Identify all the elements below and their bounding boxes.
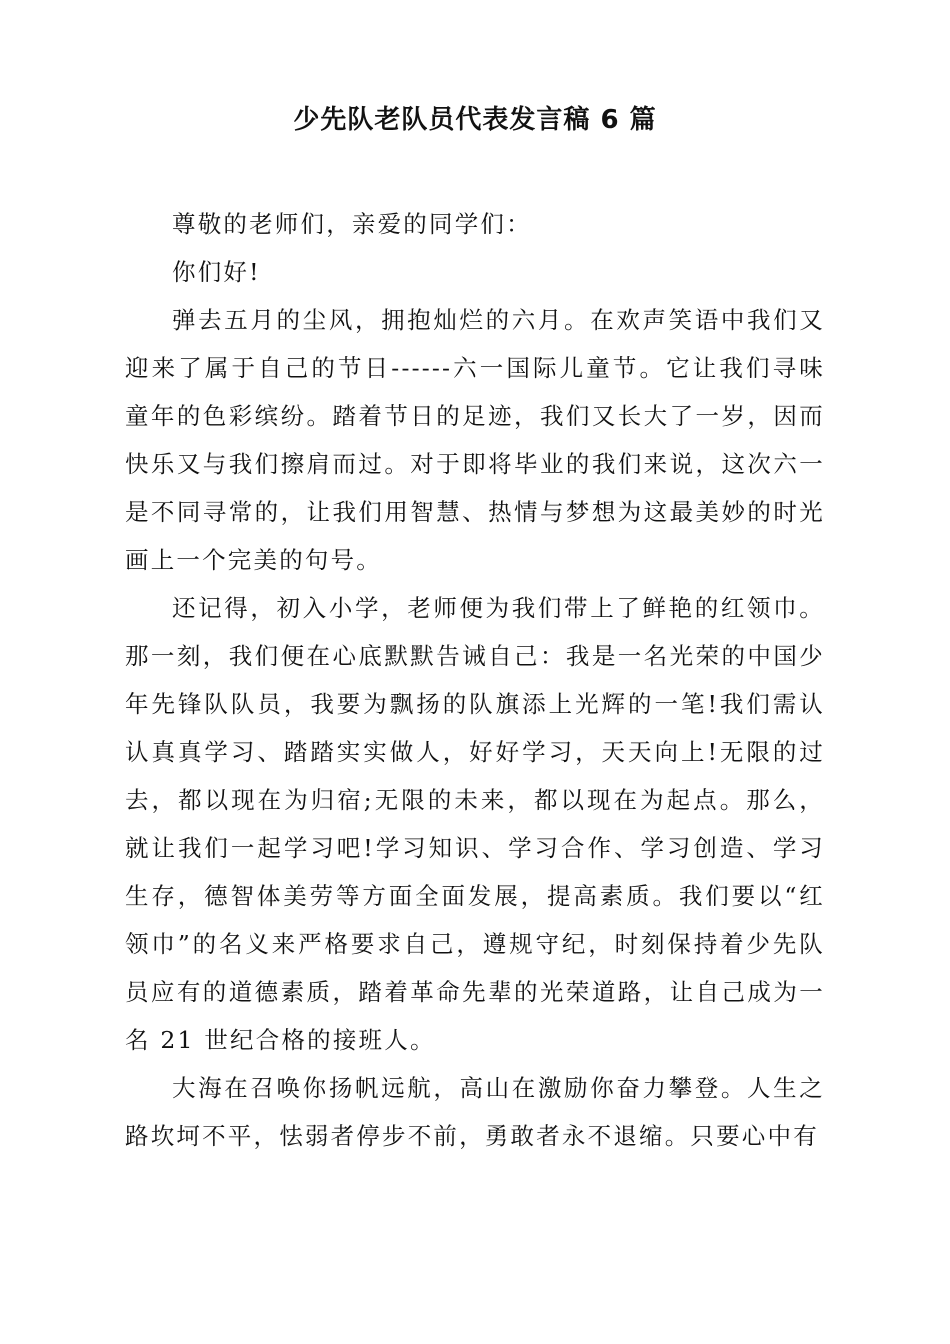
document-title: 少先队老队员代表发言稿 6 篇 <box>293 105 657 135</box>
document-body <box>125 200 825 1160</box>
paragraph-june: 弹去五月的尘风，拥抱灿烂的六月。在欢声笑语中我们又迎来了属于自己的节日------六一国际儿童节。它让我们寻味童年的色彩缤纷。踏着节日的足迹，我们又长大了一岁，因而快乐又与我们擦肩而过。对于即将毕业的我们来说，这次六一是不同寻常的，让我们用智慧、热情与梦想为这最美妙的时光画上一个完美的句号。 <box>125 306 825 574</box>
paragraph-sea: 大海在召唤你扬帆远航，高山在激励你奋力攀登。人生之路坎坷不平，怯弱者停步不前，勇敢者永不退缩。只要心中有 <box>125 1074 825 1150</box>
paragraph-hello: 你们好! <box>172 258 261 286</box>
paragraph-red-scarf: 还记得，初入小学，老师便为我们带上了鲜艳的红领巾。那一刻，我们便在心底默默告诫自己：我是一名光荣的中国少年先锋队队员，我要为飘扬的队旗添上光辉的一笔!我们需认认真真学习、踏踏实实做人，好好学习，天天向上!无限的过去，都以现在为归宿;无限的未来，都以现在为起点。那么，就让我们一起学习吧!学习知识、学习合作、学习创造、学习生存，德智体美劳等方面全面发展，提高素质。我们要以“红领巾”的名义来严格要求自己，遵规守纪，时刻保持着少先队员应有的道德素质，踏着革命先辈的光荣道路，让自己成为一名 21 世纪合格的接班人。 <box>125 594 825 1054</box>
paragraph-greeting: 尊敬的老师们，亲爱的同学们： <box>172 210 532 238</box>
